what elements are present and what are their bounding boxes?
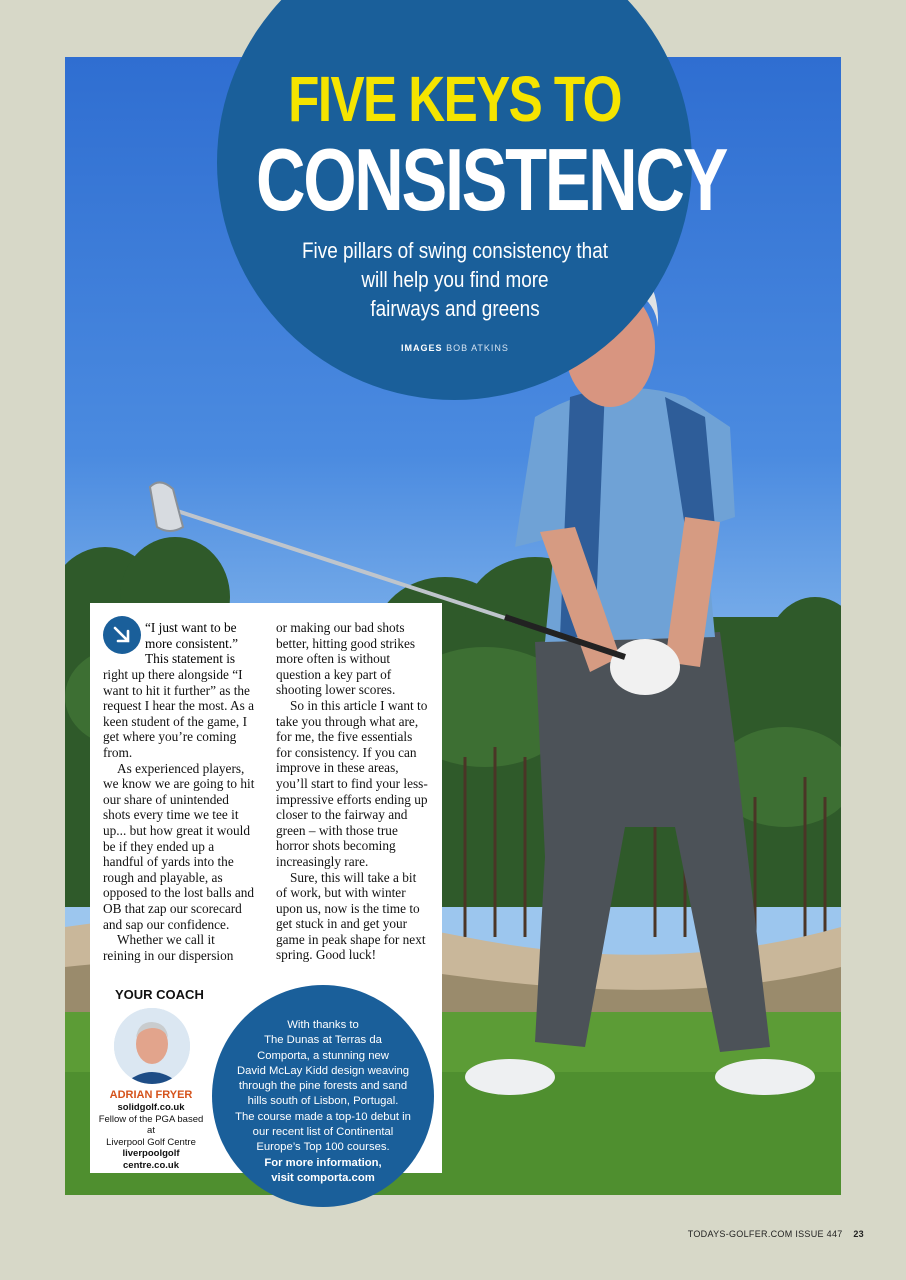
article-column-2 — [276, 620, 428, 963]
thanks-line: The course made a top-10 debut in — [235, 1110, 411, 1123]
thanks-line: through the pine forests and sand — [238, 1080, 408, 1093]
body-paragraph: So in this article I want to take you through what are, for me, the five essentials for consistency. If you can improve in these areas, you’ll start to find your less-impressive efforts ending up closer to the fairway and green – with those true horror shots becoming increasingly rare. — [276, 697, 428, 869]
coach-name: ADRIAN FRYER — [109, 1089, 193, 1101]
coach-bio-line: Liverpool Golf Centre — [106, 1136, 196, 1148]
headline-line-2: CONSISTENCY — [255, 130, 727, 229]
avatar — [114, 1008, 190, 1084]
footer-issue: ISSUE 447 — [795, 1229, 843, 1239]
thanks-line: The Dunas at Terras da — [264, 1034, 382, 1047]
page-footer — [688, 1229, 864, 1239]
footer-site: TODAYS-GOLFER.COM — [687, 1229, 793, 1239]
body-paragraph: or making our bad shots better, hitting good strikes more often is without question a key part of shooting lower scores. — [276, 620, 416, 698]
thanks-text — [222, 1018, 424, 1186]
photo-credit — [330, 343, 580, 353]
coach-bio-line: Fellow of the PGA based at — [98, 1113, 204, 1136]
body-paragraph: Whether we call it reining in our dispersion — [103, 932, 234, 963]
thanks-line: With thanks to — [287, 1019, 359, 1031]
headline-line-1: FIVE KEYS TO — [288, 63, 621, 135]
coach-website-2[interactable]: liverpoolgolf — [122, 1148, 180, 1159]
coach-website[interactable]: solidgolf.co.uk — [117, 1102, 185, 1113]
thanks-line: David McLay Kidd design weaving — [236, 1064, 410, 1077]
body-paragraph: right up there alongside “I want to hit it further” as the request I hear the most. As a keen student of the game, I get where you’re coming from. — [103, 667, 255, 760]
credit-label: IMAGES — [401, 343, 443, 353]
intro-line: more consistent.” — [145, 635, 239, 651]
thanks-line: hills south of Lisbon, Portugal. — [247, 1095, 399, 1108]
thanks-line: Comporta, a stunning new — [257, 1049, 389, 1062]
intro-line: This statement is — [145, 651, 236, 667]
standfirst — [287, 236, 622, 323]
thanks-line: our recent list of Continental — [252, 1126, 394, 1139]
intro-line: “I just want to be — [145, 620, 237, 635]
coach-heading: YOUR COACH — [115, 987, 204, 1002]
standfirst-line: will help you find more — [361, 267, 549, 292]
coach-info — [95, 1102, 207, 1171]
thanks-cta-link[interactable]: visit comporta.com — [271, 1171, 375, 1184]
intro-lines — [145, 620, 255, 667]
page-number: 23 — [853, 1229, 864, 1239]
standfirst-line: Five pillars of swing consistency that — [301, 238, 608, 263]
body-paragraph: Sure, this will take a bit of work, but with winter upon us, now is the time to get stuck in and get your game in peak shape for next spring. Good luck! — [276, 869, 426, 963]
arrow-down-right-icon — [103, 616, 141, 654]
coach-website-2[interactable]: centre.co.uk — [123, 1159, 179, 1171]
article-column-1 — [103, 667, 255, 963]
credit-name: BOB ATKINS — [446, 343, 509, 353]
standfirst-line: fairways and greens — [370, 296, 540, 321]
thanks-cta: For more information, — [264, 1156, 382, 1169]
body-paragraph: As experienced players, we know we are going to hit our share of unintended shots every time we tee it up... but how great it would be if they ended up a handful of yards into the rough and playable, as opposed to the lost balls and OB that zap our scorecard and sap our confidence. — [103, 760, 255, 932]
thanks-line: Europe’s Top 100 courses. — [256, 1141, 390, 1154]
